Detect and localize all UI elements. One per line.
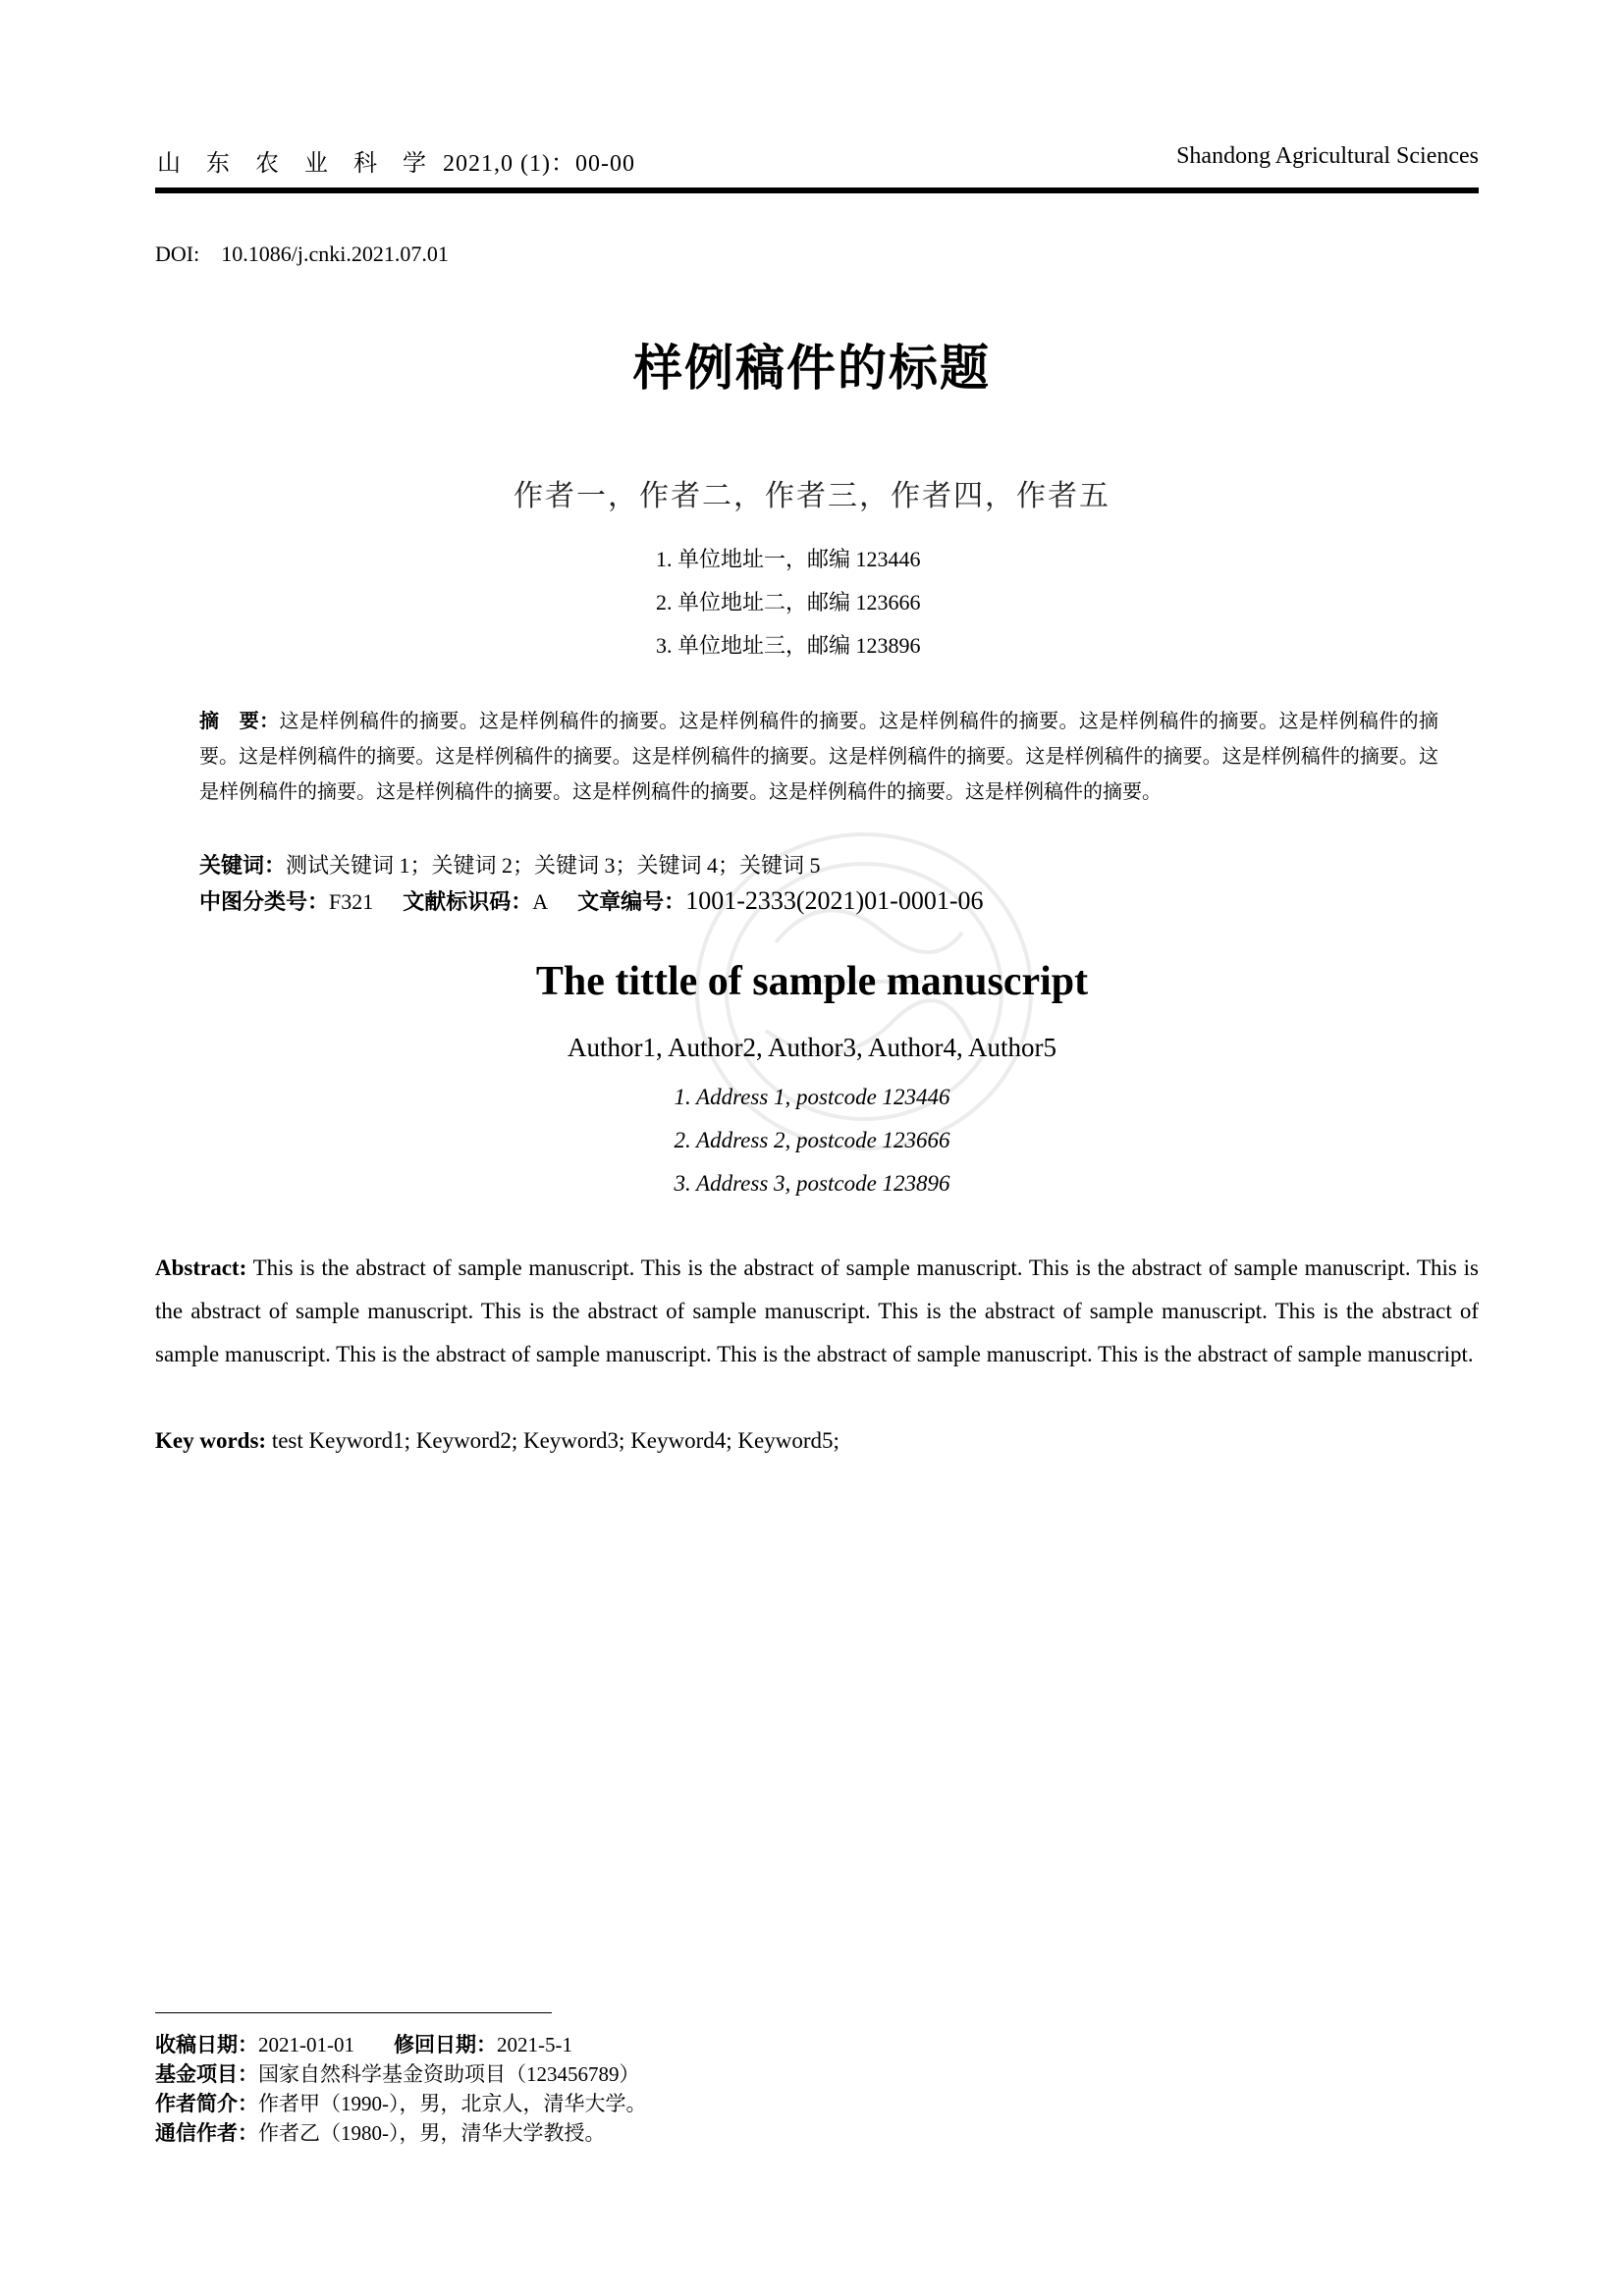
header-rule xyxy=(155,187,1479,193)
affiliations-en xyxy=(0,1076,1624,1205)
revised-value: 2021-5-1 xyxy=(497,2033,572,2056)
affiliation-item: 3. 单位地址三，邮编 123896 xyxy=(656,633,921,658)
footnote-author-bio xyxy=(155,2089,647,2118)
received-label: 收稿日期： xyxy=(155,2033,258,2056)
abstract-text-en: This is the abstract of sample manuscript. This is the abstract of sample manuscript. This is the abstract of sample manuscript. This is the abstract of sample manuscript. This is the abstract of sample manuscript. This is the abstract of sample manuscript. This is the abstract of sample manuscript. This is the abstract of sample manuscript. This is the abstract of sample manuscript. This is the abstract of sample manuscript. xyxy=(155,1255,1479,1366)
corresponding-label: 通信作者： xyxy=(155,2121,258,2145)
footnote-rule xyxy=(155,2012,552,2013)
keywords-cn xyxy=(199,848,821,884)
footnote-corresponding xyxy=(155,2118,647,2148)
affiliations-cn xyxy=(656,538,921,667)
issue-info: 2021,0 (1)：00-00 xyxy=(443,151,635,177)
keywords-text-cn: 测试关键词 1；关键词 2；关键词 3；关键词 4；关键词 5 xyxy=(286,853,821,878)
abstract-text-cn: 这是样例稿件的摘要。这是样例稿件的摘要。这是样例稿件的摘要。这是样例稿件的摘要。这是样例稿件的摘要。这是样例稿件的摘要。这是样例稿件的摘要。这是样例稿件的摘要。这是样例稿件的摘要。这是样例稿件的摘要。这是样例稿件的摘要。这是样例稿件的摘要。这是样例稿件的摘要。这是样例稿件的摘要。这是样例稿件的摘要。这是样例稿件的摘要。这是样例稿件的摘要。 xyxy=(199,711,1439,803)
keywords-text-en: test Keyword1; Keyword2; Keyword3; Keyword4; Keyword5; xyxy=(271,1428,839,1453)
clc-value: F321 xyxy=(329,889,374,914)
doi-line xyxy=(155,241,449,267)
footnote-dates xyxy=(155,2030,647,2059)
keywords-en xyxy=(155,1419,839,1463)
abstract-label-en: Abstract: xyxy=(155,1255,247,1280)
revised-label: 修回日期： xyxy=(394,2033,497,2056)
clc-label: 中图分类号： xyxy=(199,890,330,915)
affiliation-item: 1. 单位地址一，邮编 123446 xyxy=(656,547,921,571)
journal-name-cn: 山 东 农 业 科 学 xyxy=(157,151,436,177)
affiliation-item-en: 1. Address 1, postcode 123446 xyxy=(674,1085,950,1109)
abstract-label-cn: 摘 要： xyxy=(199,709,280,732)
received-value: 2021-01-01 xyxy=(258,2033,354,2056)
doccode-label: 文献标识码： xyxy=(403,890,533,915)
footnotes xyxy=(155,2030,647,2148)
running-header-left xyxy=(157,143,635,178)
journal-name-en: Shandong Agricultural Sciences xyxy=(1176,143,1479,169)
author-bio-label: 作者简介： xyxy=(155,2092,258,2115)
author-bio-value: 作者甲（1990-），男，北京人，清华大学。 xyxy=(258,2092,647,2115)
paper-title-cn: 样例稿件的标题 xyxy=(633,340,991,397)
authors-cn: 作者一，作者二，作者三，作者四，作者五 xyxy=(514,480,1110,512)
affiliation-item-en: 2. Address 2, postcode 123666 xyxy=(674,1128,950,1152)
article-no-label: 文章编号： xyxy=(577,890,686,915)
abstract-cn xyxy=(199,703,1438,810)
article-no-value: 1001-2333(2021)01-0001-06 xyxy=(685,886,984,915)
affiliation-item-en: 3. Address 3, postcode 123896 xyxy=(674,1171,950,1196)
fund-label: 基金项目： xyxy=(155,2062,258,2086)
classification-line xyxy=(199,883,983,921)
authors-en: Author1, Author2, Author3, Author4, Author5 xyxy=(568,1033,1056,1062)
doi-value[interactable]: 10.1086/j.cnki.2021.07.01 xyxy=(221,241,449,266)
abstract-en xyxy=(155,1247,1479,1376)
fund-value: 国家自然科学基金资助项目（123456789） xyxy=(258,2062,640,2086)
footnote-fund xyxy=(155,2059,647,2089)
keywords-label-cn: 关键词： xyxy=(199,854,287,879)
paper-title-en: The tittle of sample manuscript xyxy=(535,959,1089,1004)
doccode-value: A xyxy=(532,889,549,914)
corresponding-value: 作者乙（1980-），男，清华大学教授。 xyxy=(258,2121,606,2145)
keywords-label-en: Key words: xyxy=(155,1428,267,1453)
affiliation-item: 2. 单位地址二，邮编 123666 xyxy=(656,590,921,614)
doi-label: DOI: xyxy=(155,241,200,266)
